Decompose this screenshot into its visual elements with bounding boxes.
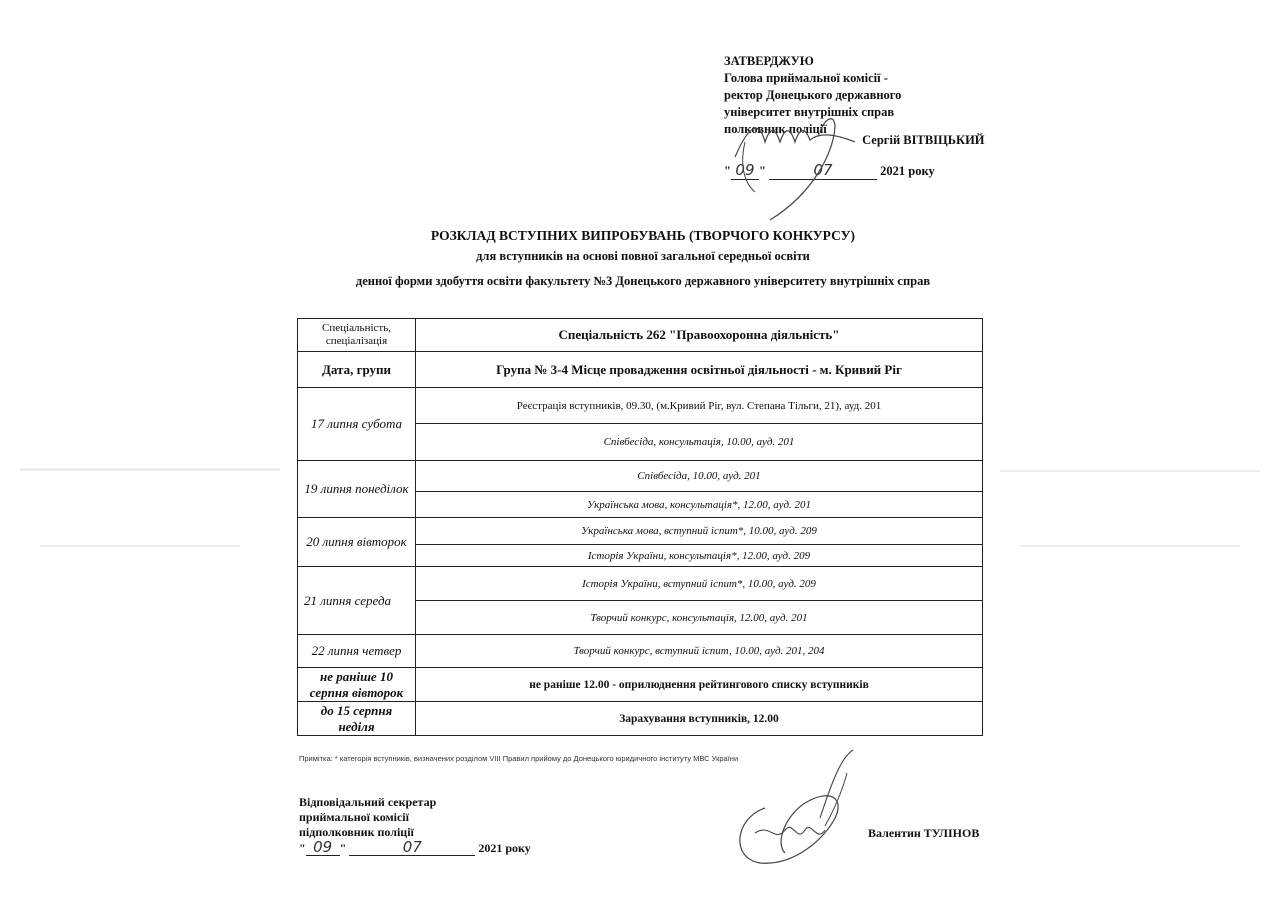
event-cell: Українська мова, вступний іспит*, 10.00, ауд. 209 bbox=[416, 518, 983, 545]
date-cell: 20 липня вівторок bbox=[298, 518, 416, 567]
secretary-signature bbox=[725, 748, 865, 873]
secretary-date: " 09 " 07 2021 року bbox=[299, 838, 531, 856]
secretary-position: приймальної комісії bbox=[299, 810, 409, 824]
event-cell: Історія України, вступний іспит*, 10.00, ауд. 209 bbox=[416, 567, 983, 601]
date-cell: 19 липня понеділок bbox=[298, 461, 416, 518]
date-cell: не раніше 10 серпня вівторок bbox=[298, 668, 416, 702]
date-cell: 21 липня середа bbox=[298, 567, 416, 635]
approval-heading: ЗАТВЕРДЖУЮ bbox=[724, 54, 814, 68]
date-cell: 17 липня субота bbox=[298, 388, 416, 461]
scan-noise bbox=[20, 468, 280, 471]
secretary-rank: підполковник поліції bbox=[299, 825, 414, 839]
approval-signer-name: Сергій ВІТВІЦЬКИЙ bbox=[862, 133, 985, 147]
event-cell: Історія України, консультація*, 12.00, ауд. 209 bbox=[416, 545, 983, 567]
document-title: РОЗКЛАД ВСТУПНИХ ВИПРОБУВАНЬ (ТВОРЧОГО КОНКУРСУ) bbox=[430, 228, 856, 243]
table-row bbox=[298, 319, 983, 352]
group-value-cell: Група № 3-4 Місце провадження освітньої діяльності - м. Кривий Ріг bbox=[416, 352, 983, 388]
footnote: Примітка: * категорія вступників, визначених розділом VIII Правил прийому до Донецького юридичного інституту МВС України bbox=[299, 754, 739, 763]
table-row bbox=[298, 518, 983, 545]
group-label-cell: Дата, групи bbox=[298, 352, 416, 388]
table-row bbox=[298, 352, 983, 388]
event-cell: Співбесіда, консультація, 10.00, ауд. 201 bbox=[416, 424, 983, 461]
event-cell: Українська мова, консультація*, 12.00, ауд. 201 bbox=[416, 492, 983, 518]
event-cell: Співбесіда, 10.00, ауд. 201 bbox=[416, 461, 983, 492]
approval-date-day: 09 bbox=[731, 162, 759, 180]
event-cell: не раніше 12.00 - оприлюднення рейтингового списку вступників bbox=[416, 668, 983, 702]
secretary-position: Відповідальний секретар bbox=[299, 795, 437, 809]
secretary-name: Валентин ТУЛІНОВ bbox=[868, 826, 980, 840]
document-subtitle: денної форми здобуття освіти факультету №3 Донецького державного університету внутрішніх справ bbox=[355, 274, 931, 288]
event-cell: Творчий конкурс, вступний іспит, 10.00, ауд. 201, 204 bbox=[416, 635, 983, 668]
event-cell: Реєстрація вступників, 09.30, (м.Кривий Ріг, вул. Степана Тільги, 21), ауд. 201 bbox=[416, 388, 983, 424]
date-cell: 22 липня четвер bbox=[298, 635, 416, 668]
secretary-date-year: 2021 року bbox=[478, 841, 531, 855]
table-row bbox=[298, 635, 983, 668]
table-row bbox=[298, 461, 983, 492]
table-row bbox=[298, 388, 983, 424]
approval-rank: полковник поліції bbox=[724, 122, 827, 136]
secretary-date-day: 09 bbox=[306, 840, 340, 856]
event-cell: Творчий конкурс, консультація, 12.00, ауд. 201 bbox=[416, 601, 983, 635]
scan-noise bbox=[1020, 545, 1240, 547]
table-row bbox=[298, 702, 983, 736]
scan-noise bbox=[40, 545, 240, 547]
scan-noise bbox=[1000, 470, 1260, 472]
schedule-table bbox=[297, 318, 983, 736]
approval-position: ректор Донецького державного bbox=[724, 88, 902, 102]
event-cell: Зарахування вступників, 12.00 bbox=[416, 702, 983, 736]
approval-date-month: 07 bbox=[769, 162, 877, 180]
date-cell: до 15 серпня неділя bbox=[298, 702, 416, 736]
document-subtitle: для вступників на основі повної загальної середньої освіти bbox=[476, 249, 810, 263]
approval-position: університет внутрішніх справ bbox=[724, 105, 895, 119]
spec-value-cell: Спеціальність 262 "Правоохоронна діяльність" bbox=[416, 319, 983, 352]
secretary-date-month: 07 bbox=[349, 840, 475, 856]
table-row bbox=[298, 668, 983, 702]
spec-label-cell: Спеціальність, спеціалізація bbox=[298, 319, 416, 352]
approval-date: " 09 " 07 2021 року bbox=[724, 161, 935, 179]
table-row bbox=[298, 567, 983, 601]
approval-date-year: 2021 року bbox=[880, 164, 935, 178]
approval-position: Голова приймальної комісії - bbox=[724, 71, 888, 85]
approval-signature bbox=[725, 112, 865, 222]
secretary-block bbox=[299, 795, 531, 856]
